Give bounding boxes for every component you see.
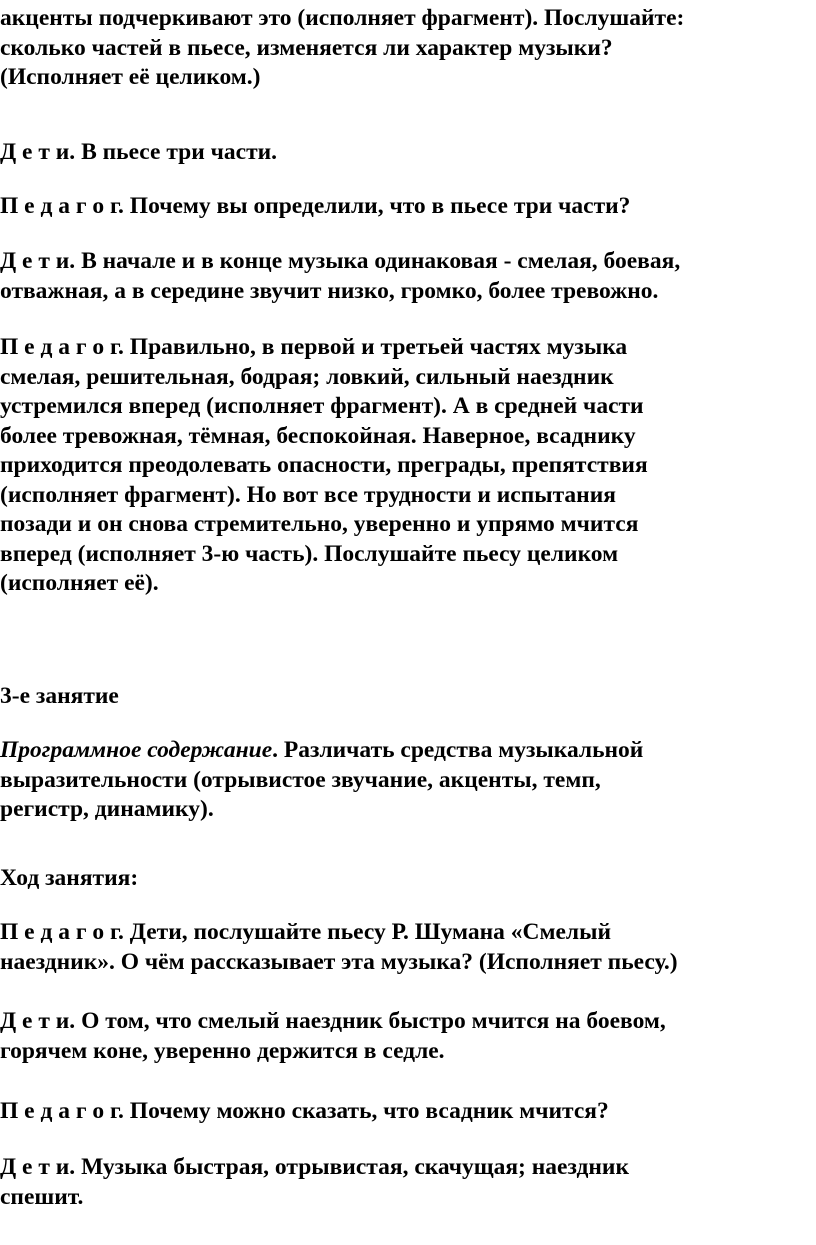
paragraph-teacher-3 <box>0 918 678 977</box>
speaker-label: П е д а г о г. <box>0 919 124 945</box>
paragraph-children-2 <box>0 247 680 306</box>
speaker-label: Д е т и. <box>0 1154 76 1180</box>
text-line: Д е т и. Музыка быстрая, отрывистая, скачущая; наездник <box>0 1154 629 1180</box>
text-line: горячем коне, уверенно держится в седле. <box>0 1037 445 1064</box>
text-line: (Исполняет её целиком.) <box>0 64 261 90</box>
paragraph-intro <box>0 4 684 93</box>
paragraph-program-content <box>0 736 643 825</box>
text-line: Д е т и. В начале и в конце музыка одинаковая - смелая, боевая, <box>0 248 681 274</box>
text-line: Д е т и. В пьесе три части. <box>0 139 278 165</box>
text-line: отважная, а в середине звучит низко, громко, более тревожно. <box>0 277 659 304</box>
italic-label: Программное содержание <box>0 737 273 763</box>
text-line: спешит. <box>0 1183 84 1210</box>
text-line: позади и он снова стремительно, уверенно и упрямо мчится <box>0 511 639 537</box>
text-line: Д е т и. О том, что смелый наездник быстро мчится на боевом, <box>0 1008 666 1034</box>
text-line: П е д а г о г. Почему вы определили, что в пьесе три части? <box>0 193 631 219</box>
text-line: П е д а г о г. Почему можно сказать, что всадник мчится? <box>0 1098 609 1124</box>
text-line: наездник». О чём рассказывает эта музыка? (Исполняет пьесу.) <box>0 948 678 975</box>
paragraph-children-3 <box>0 1007 666 1066</box>
section-heading <box>0 682 119 712</box>
text-line: выразительности (отрывистое звучание, акценты, темп, <box>0 766 601 793</box>
text-line: смелая, решительная, бодрая; ловкий, сильный наездник <box>0 363 614 390</box>
text-line: П е д а г о г. Дети, послушайте пьесу Р. Шумана «Смелый <box>0 919 611 945</box>
text-line: более тревожная, тёмная, беспокойная. Наверное, всаднику <box>0 422 636 449</box>
text-line: приходится преодолевать опасности, преграды, препятствия <box>0 452 648 478</box>
text-line: П е д а г о г. Правильно, в первой и третьей частях музыка <box>0 334 628 360</box>
speaker-label: П е д а г о г. <box>0 193 124 219</box>
paragraph-children-1 <box>0 138 277 168</box>
text-line: Программное содержание. Различать средства музыкальной <box>0 737 644 763</box>
text-line: сколько частей в пьесе, изменяется ли характер музыки? <box>0 34 613 61</box>
paragraph-lesson-course <box>0 864 138 894</box>
heading-text: 3-е занятие <box>0 683 119 709</box>
speaker-label: Д е т и. <box>0 139 76 165</box>
text-line: устремился вперед (исполняет фрагмент). А в средней части <box>0 393 644 419</box>
text-line: (исполняет её). <box>0 570 159 596</box>
text-line: вперед (исполняет 3-ю часть). Послушайте пьесу целиком <box>0 540 619 567</box>
text-line: акценты подчеркивают это (исполняет фрагмент). Послушайте: <box>0 5 685 31</box>
paragraph-teacher-2 <box>0 333 648 599</box>
paragraph-teacher-1 <box>0 192 630 222</box>
text-line: регистр, динамику). <box>0 796 214 822</box>
speaker-label: Д е т и. <box>0 248 76 274</box>
text-line: (исполняет фрагмент). Но вот все трудности и испытания <box>0 481 616 508</box>
paragraph-teacher-4 <box>0 1097 609 1127</box>
text-line: Ход занятия: <box>0 865 139 891</box>
paragraph-children-4 <box>0 1153 629 1212</box>
speaker-label: Д е т и. <box>0 1008 76 1034</box>
speaker-label: П е д а г о г. <box>0 1098 124 1124</box>
speaker-label: П е д а г о г. <box>0 334 124 360</box>
